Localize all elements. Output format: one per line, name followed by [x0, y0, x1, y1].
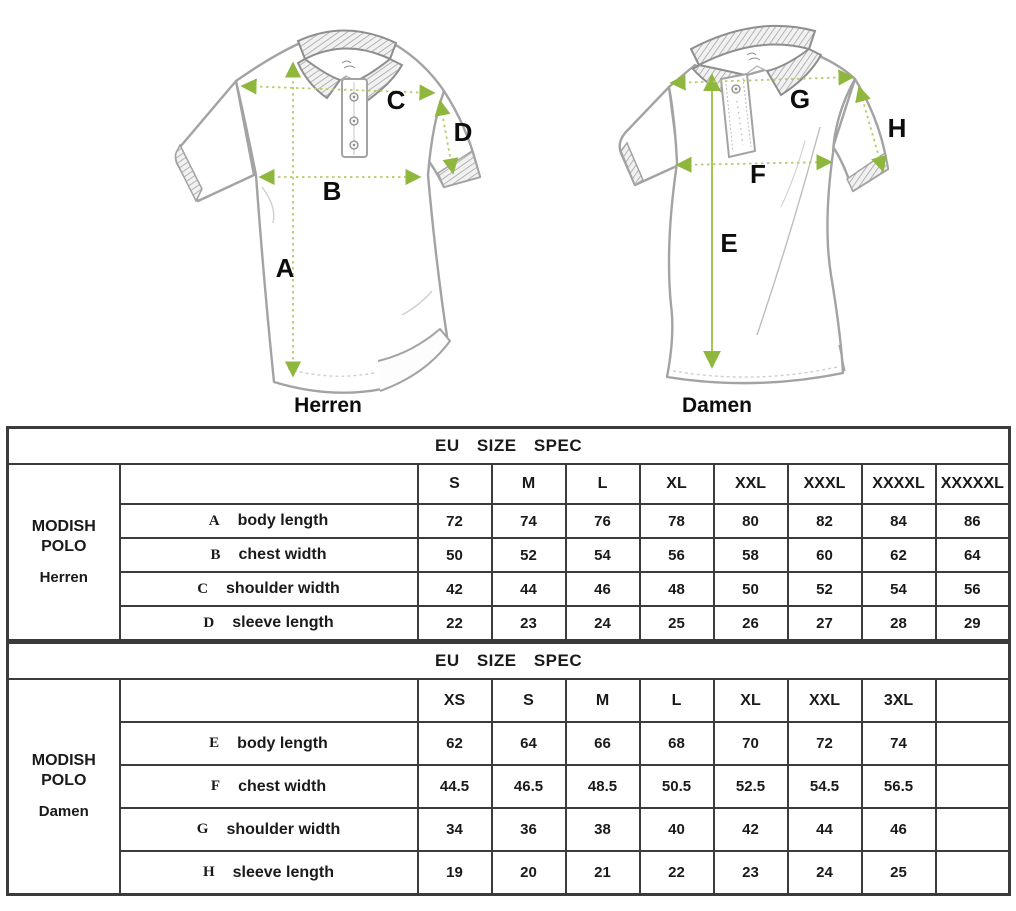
empty-corner-cell: [120, 464, 418, 504]
measure-label-c: C: [386, 85, 406, 115]
size-value-cell: 52.5: [714, 765, 788, 808]
size-value-cell: 72: [418, 504, 492, 538]
herren-size-table: [6, 426, 1011, 642]
table-row: [8, 765, 1010, 808]
size-header-cell: S: [492, 679, 566, 722]
measure-label-a: A: [275, 253, 295, 283]
size-value-cell: 58: [714, 538, 788, 572]
size-value-cell: 48.5: [566, 765, 640, 808]
size-value-cell: [936, 722, 1010, 765]
size-header-cell: XXXL: [788, 464, 862, 504]
size-value-cell: 42: [714, 808, 788, 851]
size-value-cell: 40: [640, 808, 714, 851]
size-value-cell: [936, 765, 1010, 808]
size-header-cell: S: [418, 464, 492, 504]
table-title: EU SIZE SPEC: [8, 643, 1010, 680]
size-value-cell: 25: [862, 851, 936, 895]
measure-label-f: F: [750, 159, 766, 189]
size-value-cell: [936, 851, 1010, 895]
size-value-cell: 80: [714, 504, 788, 538]
size-value-cell: 44: [788, 808, 862, 851]
measure-key: C: [197, 580, 209, 597]
measure-name: sleeve length: [232, 614, 334, 631]
size-value-cell: 46.5: [492, 765, 566, 808]
size-value-cell: 44.5: [418, 765, 492, 808]
measure-cell: [120, 504, 418, 538]
table-row: [8, 808, 1010, 851]
measure-cell: [120, 538, 418, 572]
measure-cell: [120, 765, 418, 808]
size-value-cell: 68: [640, 722, 714, 765]
size-value-cell: 56: [640, 538, 714, 572]
product-name: MODISH POLO: [31, 752, 96, 790]
size-value-cell: 72: [788, 722, 862, 765]
size-value-cell: 23: [714, 851, 788, 895]
size-value-cell: 24: [788, 851, 862, 895]
size-value-cell: 54: [566, 538, 640, 572]
size-header-cell: [936, 679, 1010, 722]
size-header-cell: M: [566, 679, 640, 722]
size-value-cell: 82: [788, 504, 862, 538]
table-row: [8, 606, 1010, 641]
size-value-cell: 56.5: [862, 765, 936, 808]
product-name: MODISH POLO: [31, 517, 96, 555]
measure-label-b: B: [322, 176, 342, 206]
measure-name: chest width: [238, 777, 327, 795]
size-value-cell: 52: [788, 572, 862, 606]
size-value-cell: 20: [492, 851, 566, 895]
size-value-cell: 50: [418, 538, 492, 572]
size-header-row: [8, 464, 1010, 504]
size-value-cell: 25: [640, 606, 714, 641]
table-row: [8, 851, 1010, 895]
damen-size-table: [6, 641, 1011, 896]
size-header-cell: 3XL: [862, 679, 936, 722]
size-value-cell: 54.5: [788, 765, 862, 808]
size-header-cell: L: [640, 679, 714, 722]
measure-name: sleeve length: [232, 863, 335, 881]
size-header-cell: XXL: [714, 464, 788, 504]
measure-key: B: [210, 546, 221, 563]
measure-cell: [120, 722, 418, 765]
size-value-cell: 48: [640, 572, 714, 606]
measure-name: body length: [237, 512, 329, 529]
size-value-cell: [936, 808, 1010, 851]
size-value-cell: 52: [492, 538, 566, 572]
size-value-cell: 44: [492, 572, 566, 606]
size-tables: [0, 426, 1016, 896]
table-title-row: [8, 428, 1010, 465]
measure-label-g: G: [789, 84, 811, 114]
size-value-cell: 62: [418, 722, 492, 765]
measure-cell: [120, 572, 418, 606]
size-value-cell: 54: [862, 572, 936, 606]
size-value-cell: 19: [418, 851, 492, 895]
size-header-cell: XL: [714, 679, 788, 722]
product-variant: Herren: [39, 568, 88, 586]
table-row: [8, 722, 1010, 765]
size-value-cell: 46: [862, 808, 936, 851]
size-value-cell: 24: [566, 606, 640, 641]
measure-name: chest width: [238, 546, 327, 563]
size-value-cell: 84: [862, 504, 936, 538]
size-value-cell: 23: [492, 606, 566, 641]
size-header-cell: XXXXL: [862, 464, 936, 504]
product-cell: [8, 679, 120, 895]
measure-key: G: [196, 821, 209, 837]
measure-name: shoulder width: [226, 580, 340, 597]
size-value-cell: 64: [492, 722, 566, 765]
table-title: EU SIZE SPEC: [8, 428, 1010, 465]
table-row: [8, 538, 1010, 572]
size-value-cell: 42: [418, 572, 492, 606]
measurement-diagram: [0, 0, 1016, 426]
size-value-cell: 60: [788, 538, 862, 572]
size-value-cell: 86: [936, 504, 1010, 538]
size-value-cell: 22: [418, 606, 492, 641]
size-value-cell: 66: [566, 722, 640, 765]
size-value-cell: 74: [862, 722, 936, 765]
measure-label-e: E: [720, 228, 738, 258]
measure-cell: [120, 808, 418, 851]
size-value-cell: 36: [492, 808, 566, 851]
size-value-cell: 50: [714, 572, 788, 606]
size-value-cell: 22: [640, 851, 714, 895]
measure-key: A: [208, 512, 220, 529]
size-header-cell: XS: [418, 679, 492, 722]
product-cell: [8, 464, 120, 641]
size-value-cell: 28: [862, 606, 936, 641]
measure-cell: [120, 606, 418, 641]
damen-shirt-outline: [620, 55, 888, 383]
size-value-cell: 62: [862, 538, 936, 572]
size-header-cell: M: [492, 464, 566, 504]
size-header-cell: L: [566, 464, 640, 504]
damen-caption: Damen: [681, 394, 753, 417]
size-header-cell: XL: [640, 464, 714, 504]
damen-polo-illustration: [595, 5, 940, 405]
measure-label-d: D: [453, 117, 473, 147]
size-value-cell: 29: [936, 606, 1010, 641]
size-value-cell: 64: [936, 538, 1010, 572]
size-value-cell: 50.5: [640, 765, 714, 808]
table-title-row: [8, 643, 1010, 680]
size-header-cell: XXXXXL: [936, 464, 1010, 504]
herren-caption: Herren: [294, 394, 362, 417]
measure-key: F: [210, 778, 221, 794]
empty-corner-cell: [120, 679, 418, 722]
size-value-cell: 76: [566, 504, 640, 538]
measure-key: D: [203, 614, 215, 631]
size-header-row: [8, 679, 1010, 722]
size-value-cell: 74: [492, 504, 566, 538]
size-value-cell: 78: [640, 504, 714, 538]
measure-key: E: [209, 735, 220, 751]
table-row: [8, 572, 1010, 606]
size-value-cell: 38: [566, 808, 640, 851]
size-value-cell: 70: [714, 722, 788, 765]
measure-name: shoulder width: [226, 820, 341, 838]
table-row: [8, 504, 1010, 538]
size-header-cell: XXL: [788, 679, 862, 722]
measure-cell: [120, 851, 418, 895]
size-value-cell: 56: [936, 572, 1010, 606]
size-value-cell: 26: [714, 606, 788, 641]
size-value-cell: 34: [418, 808, 492, 851]
size-value-cell: 46: [566, 572, 640, 606]
product-variant: Damen: [38, 803, 89, 821]
measure-label-h: H: [887, 113, 907, 143]
measure-name: body length: [237, 734, 328, 752]
size-value-cell: 21: [566, 851, 640, 895]
size-value-cell: 27: [788, 606, 862, 641]
measure-key: H: [202, 864, 215, 880]
